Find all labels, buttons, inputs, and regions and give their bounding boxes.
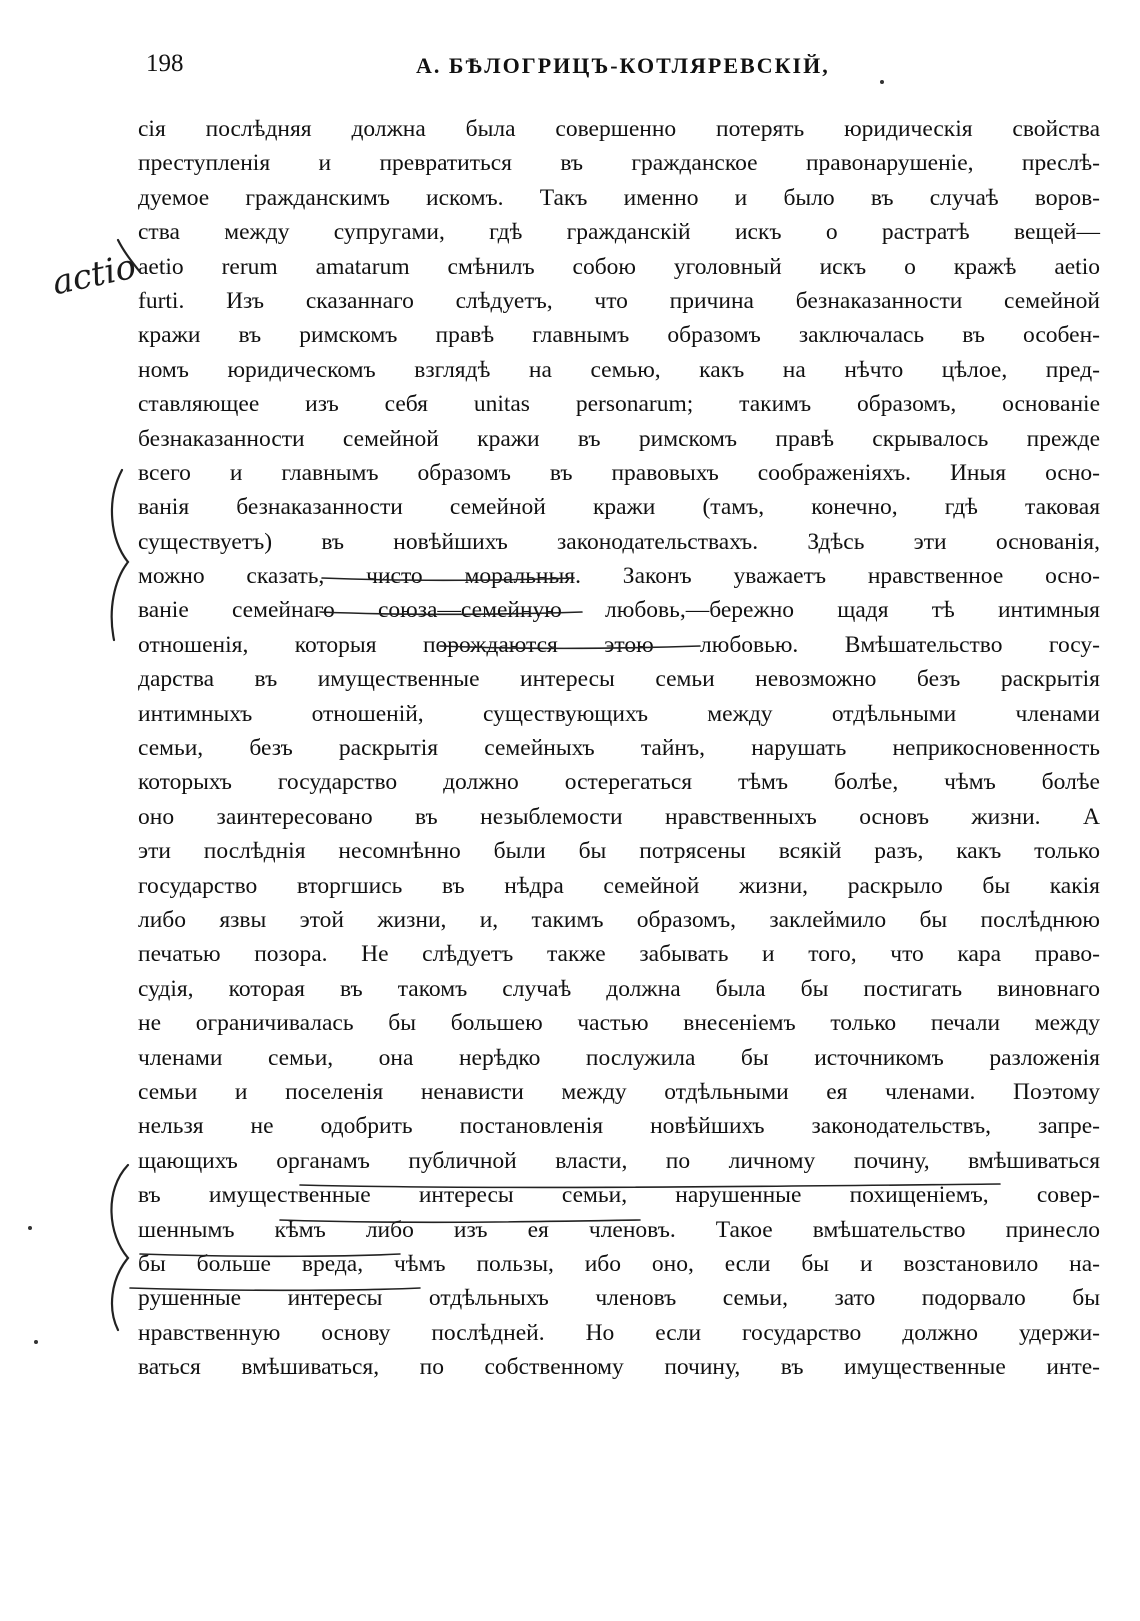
text-line: которыхъ государство должно остерегаться тѣмъ болѣе, чѣмъ болѣе <box>138 769 1100 796</box>
text-line: семьи и поселенія ненависти между отдѣльными ея членами. Поэтому <box>138 1078 1100 1105</box>
ink-speck <box>880 80 884 84</box>
text-line: дарства въ имущественные интересы семьи невозможно безъ раскрытія <box>138 666 1100 693</box>
text-line: семьи, безъ раскрытія семейныхъ тайнъ, нарушать неприкосновенность <box>138 735 1100 762</box>
page-number: 198 <box>146 50 184 77</box>
text-line: государство вторгшись въ нѣдра семейной жизни, раскрыло бы какія <box>138 872 1100 899</box>
text-line: не ограничивалась бы большею частью внесеніемъ только печали между <box>138 1010 1100 1037</box>
text-line: ставляющее изъ себя unitas personarum; такимъ образомъ, основаніе <box>138 391 1100 418</box>
text-line: нравственную основу послѣдней. Но если государство должно удержи- <box>138 1319 1100 1346</box>
text-line: интимныхъ отношеній, существующихъ между отдѣльными членами <box>138 700 1100 727</box>
text-line: ства между супругами, гдѣ гражданскій искъ о растратѣ вещей— <box>138 219 1100 246</box>
handwritten-margin-note: actio <box>48 246 140 304</box>
running-head: А. БѢЛОГРИЦЪ-КОТЛЯРЕВСКІЙ, <box>416 53 830 78</box>
text-line: furti. Изъ сказаннаго слѣдуетъ, что причина безнаказанности семейной <box>138 287 1100 314</box>
text-line: преступленія и превратиться въ гражданское правонарушеніе, преслѣ- <box>138 150 1100 177</box>
text-line: бы больше вреда, чѣмъ пользы, ибо оно, если бы и возстановило на- <box>138 1250 1100 1277</box>
text-line: существуетъ) въ новѣйшихъ законодательствахъ. Здѣсь эти основанія, <box>138 528 1100 555</box>
text-line: нельзя не одобрить постановленія новѣйшихъ законодательствъ, запре- <box>138 1113 1100 1140</box>
text-line: ваніе семейнаго союза—семейную любовь,—бережно щадя тѣ интимныя <box>138 597 1100 624</box>
text-line: безнаказанности семейной кражи въ римскомъ правѣ скрывалось прежде <box>138 425 1100 452</box>
text-line: оно заинтересовано въ незыблемости нравственныхъ основъ жизни. А <box>138 803 1100 830</box>
text-line: судія, которая въ такомъ случаѣ должна была бы постигать виновнаго <box>138 975 1100 1002</box>
text-line: членами семьи, она нерѣдко послужила бы источникомъ разложенія <box>138 1044 1100 1071</box>
text-line: можно сказать, чисто моральныя. Законъ уважаетъ нравственное осно- <box>138 563 1100 590</box>
text-line: ванія безнаказанности семейной кражи (тамъ, конечно, гдѣ таковая <box>138 494 1100 521</box>
text-line: кражи въ римскомъ правѣ главнымъ образомъ заключалась въ особен- <box>138 322 1100 349</box>
bracket-left-bottom <box>111 1165 128 1330</box>
text-line: рушенные интересы отдѣльныхъ членовъ семьи, зато подорвало бы <box>138 1285 1100 1312</box>
text-line: щающихъ органамъ публичной власти, по личному почину, вмѣшиваться <box>138 1147 1100 1174</box>
text-line: всего и главнымъ образомъ въ правовыхъ соображеніяхъ. Иныя осно- <box>138 459 1100 486</box>
body-text <box>138 112 1100 1384</box>
text-line: шеннымъ кѣмъ либо изъ ея членовъ. Такое вмѣшательство принесло <box>138 1216 1100 1243</box>
page-header <box>146 50 1096 90</box>
text-line: эти послѣднія несомнѣнно были бы потрясены всякій разъ, какъ только <box>138 838 1100 865</box>
text-line: отношенія, которыя порождаются этою любовью. Вмѣшательство госу- <box>138 631 1100 658</box>
text-line: печатью позора. Не слѣдуетъ также забывать и того, что кара право- <box>138 941 1100 968</box>
ink-speck <box>28 1226 32 1230</box>
text-line: номъ юридическомъ взглядѣ на семью, какъ на нѣчто цѣлое, пред- <box>138 356 1100 383</box>
ink-speck <box>34 1340 38 1344</box>
text-line: либо язвы этой жизни, и, такимъ образомъ, заклеймило бы послѣднюю <box>138 906 1100 933</box>
text-line: сія послѣдняя должна была совершенно потерять юридическія свойства <box>138 116 1100 142</box>
text-line: ваться вмѣшиваться, по собственному почину, въ имущественные инте- <box>138 1354 1100 1381</box>
bracket-left-top <box>112 470 128 640</box>
text-line: дуемое гражданскимъ искомъ. Такъ именно и было въ случаѣ воров- <box>138 184 1100 211</box>
text-line: въ имущественные интересы семьи, нарушенные похищеніемъ, совер- <box>138 1182 1100 1209</box>
text-line: aetio rerum amatarum смѣнилъ собою уголовный искъ о кражѣ aetio <box>138 253 1100 280</box>
